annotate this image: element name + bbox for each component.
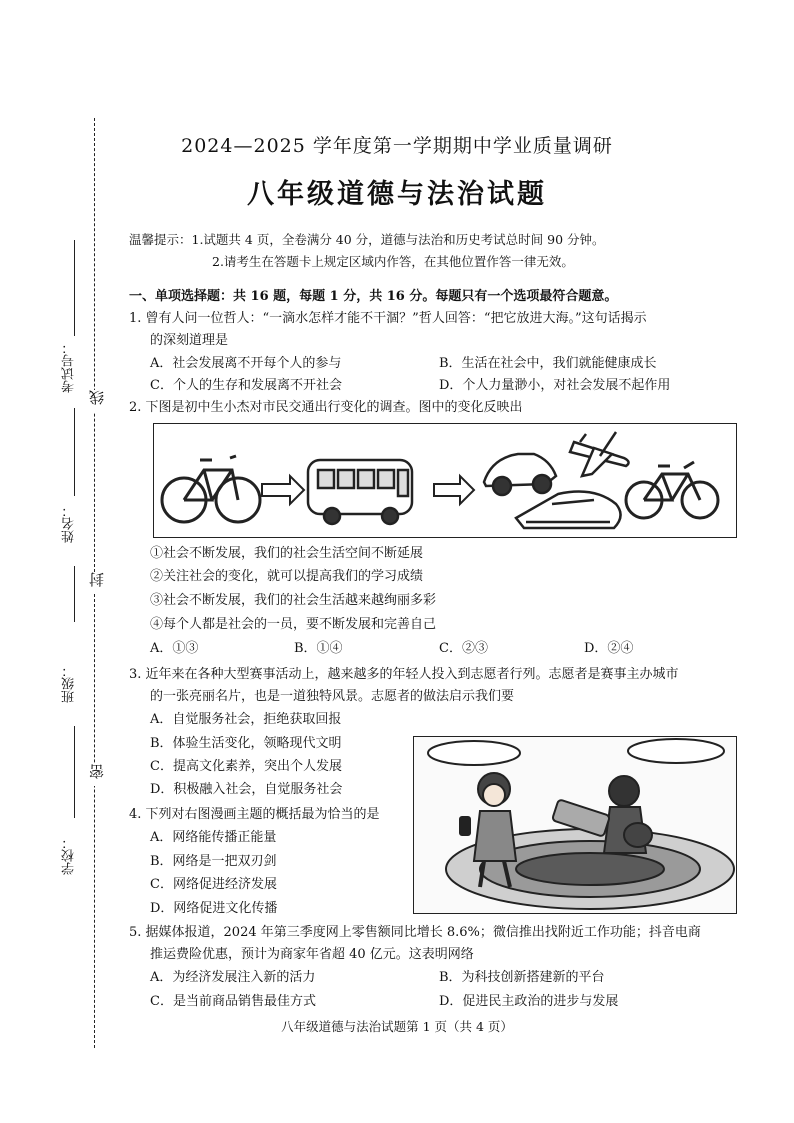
school-label: 学校：	[62, 836, 77, 875]
phone-icon	[460, 817, 470, 835]
name-label: 姓名：	[62, 504, 77, 543]
shared-bike-icon	[626, 462, 718, 518]
q2-statement-2: ②关注社会的变化，就可以提高我们的学习成绩	[150, 569, 424, 584]
tip-line-1: 温馨提示：1.试题共 4 页，全卷满分 40 分，道德与法治和历史考试总时间 90 分钟。	[129, 232, 605, 247]
q2-statement-1: ①社会不断发展，我们的社会生活空间不断延展	[150, 546, 424, 561]
seal-char-feng: 封	[88, 572, 106, 587]
speech-bubble-left	[428, 741, 520, 765]
arrow-right-icon	[434, 476, 474, 504]
q3-option-b: B．体验生活变化，领略现代文明	[150, 736, 342, 751]
spiral-center	[516, 853, 664, 885]
q5-stem-cont: 推运费险优惠，预计为商家年省超 40 亿元。这表明网络	[150, 947, 474, 962]
q4-option-a: A．网络能传播正能量	[150, 830, 277, 845]
tip-line-2: 2.请考生在答题卡上规定区域内作答，在其他位置作答一律无效。	[212, 254, 574, 269]
transport-figure	[153, 423, 737, 538]
q3-option-c: C．提高文化素养，突出个人发展	[150, 759, 342, 774]
q3-option-a: A．自觉服务社会，拒绝获取回报	[150, 712, 342, 727]
car-icon	[484, 454, 556, 495]
q5-stem: 5. 据媒体报道，2024 年第三季度网上零售额同比增长 8.6%；微信推出找附近工作功能；抖音电商	[129, 925, 701, 940]
exam-id-line	[74, 240, 75, 336]
q4-stem: 4. 下列对右图漫画主题的概括最为恰当的是	[129, 807, 380, 822]
exam-subtitle: 八年级道德与法治试题	[247, 179, 547, 210]
money-bag	[624, 823, 652, 847]
q1-option-d: D．个人力量渺小，对社会发展不起作用	[439, 378, 671, 393]
q5-option-b: B．为科技创新搭建新的平台	[439, 970, 605, 985]
q2-statement-3: ③社会不断发展，我们的社会生活越来越绚丽多彩	[150, 593, 437, 608]
q3-stem: 3. 近年来在各种大型赛事活动上，越来越多的年轻人投入到志愿者行列。志愿者是赛事主办城市	[129, 667, 679, 682]
q1-option-c: C．个人的生存和发展离不开社会	[150, 378, 342, 393]
arrow-right-icon	[262, 476, 304, 504]
internet-cartoon	[413, 736, 737, 914]
seal-char-mi: 密	[88, 764, 106, 779]
q5-option-c: C．是当前商品销售最佳方式	[150, 994, 316, 1009]
q2-stem: 2. 下图是初中生小杰对市民交通出行变化的调查。图中的变化反映出	[129, 400, 523, 415]
exam-title: 2024—2025 学年度第一学期期中学业质量调研	[181, 135, 613, 157]
q2-option-c: C．②③	[439, 641, 488, 656]
cartoon-illustration	[414, 737, 737, 914]
name-line	[74, 566, 75, 622]
seal-char-xian: 线	[88, 390, 106, 405]
q2-option-d: D．②④	[584, 641, 634, 656]
q4-option-d: D．网络促进文化传播	[150, 901, 278, 916]
exam-id-label: 考试号：	[62, 341, 77, 393]
q4-option-c: C．网络促进经济发展	[150, 877, 277, 892]
q4-option-b: B．网络是一把双刃剑	[150, 854, 277, 869]
class-label: 班级：	[62, 664, 77, 703]
transport-illustration	[154, 424, 738, 539]
speech-bubble-right	[628, 739, 724, 763]
q1-stem-cont: 的深刻道理是	[150, 333, 229, 348]
q3-option-d: D．积极融入社会，自觉服务社会	[150, 782, 343, 797]
exam-id-line-lower	[74, 408, 75, 496]
q5-option-a: A．为经济发展注入新的活力	[150, 970, 316, 985]
q1-stem: 1. 曾有人问一位哲人：“一滴水怎样才能不干涸？”哲人回答：“把它放进大海。”这句话揭示	[129, 311, 647, 326]
section-heading: 一、单项选择题：共 16 题，每题 1 分，共 16 分。每题只有一个选项最符合题意。	[129, 289, 618, 304]
q1-option-b: B．生活在社会中，我们就能健康成长	[439, 356, 657, 371]
bicycle-icon	[162, 456, 260, 522]
bus-icon	[308, 460, 412, 524]
train-icon	[516, 492, 621, 528]
class-line	[74, 726, 75, 818]
q2-option-b: B．①④	[294, 641, 343, 656]
q1-option-a: A．社会发展离不开每个人的参与	[150, 356, 342, 371]
q2-option-a: A．①③	[150, 641, 199, 656]
airplane-icon	[570, 432, 629, 476]
q5-option-d: D．促进民主政治的进步与发展	[439, 994, 619, 1009]
page-footer: 八年级道德与法治试题第 1 页（共 4 页）	[281, 1019, 513, 1034]
q2-statement-4: ④每个人都是社会的一员，要不断发展和完善自己	[150, 617, 437, 632]
q3-stem-cont: 的一张亮丽名片，也是一道独特风景。志愿者的做法启示我们要	[150, 689, 515, 704]
